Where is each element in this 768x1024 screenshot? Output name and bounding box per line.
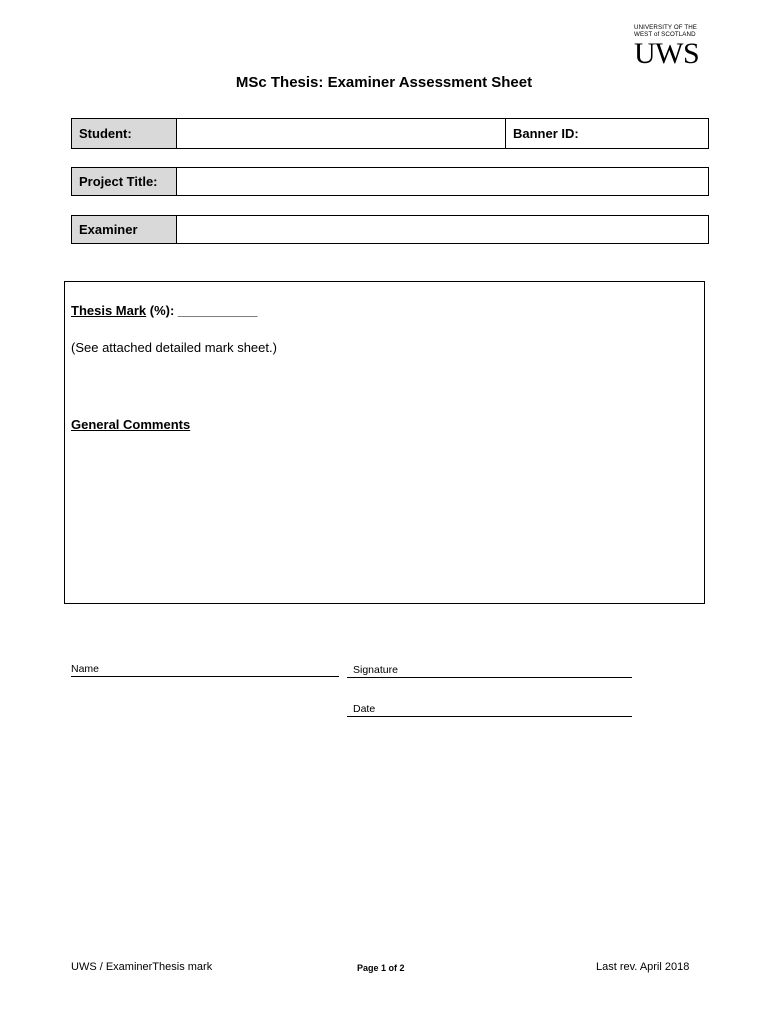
see-attached-note: (See attached detailed mark sheet.): [71, 340, 277, 355]
student-label: Student:: [72, 119, 177, 148]
thesis-mark-box: [64, 281, 705, 604]
thesis-mark-line: [71, 303, 257, 318]
banner-id-label: Banner ID:: [513, 126, 579, 141]
project-title-row: [71, 167, 709, 196]
logo-line-2: WEST of SCOTLAND: [634, 31, 696, 38]
uws-logo: [634, 24, 700, 70]
project-title-field[interactable]: [177, 168, 708, 195]
name-label: Name: [71, 663, 100, 675]
signature-field[interactable]: [347, 664, 632, 678]
project-title-label: Project Title:: [72, 168, 177, 195]
examiner-row: [71, 215, 709, 244]
footer-revision: Last rev. April 2018: [596, 961, 690, 973]
student-row: [71, 118, 709, 149]
student-field[interactable]: [177, 119, 506, 148]
name-field[interactable]: [71, 663, 339, 677]
logo-line-1: UNIVERSITY OF THE: [634, 24, 698, 31]
date-label: Date: [353, 703, 376, 715]
thesis-mark-label: Thesis Mark: [71, 303, 147, 318]
signature-label: Signature: [353, 664, 398, 676]
logo-wordmark: UWS: [634, 37, 700, 70]
date-field[interactable]: [347, 703, 632, 717]
page-title: MSc Thesis: Examiner Assessment Sheet: [235, 74, 533, 91]
footer-page-number: Page 1 of 2: [357, 963, 405, 973]
general-comments-heading: General Comments: [71, 417, 191, 432]
examiner-label: Examiner: [72, 216, 177, 243]
thesis-mark-blank[interactable]: (%): ___________: [146, 303, 258, 318]
footer-document-ref: UWS / ExaminerThesis mark: [71, 961, 213, 973]
examiner-field[interactable]: [177, 216, 708, 243]
